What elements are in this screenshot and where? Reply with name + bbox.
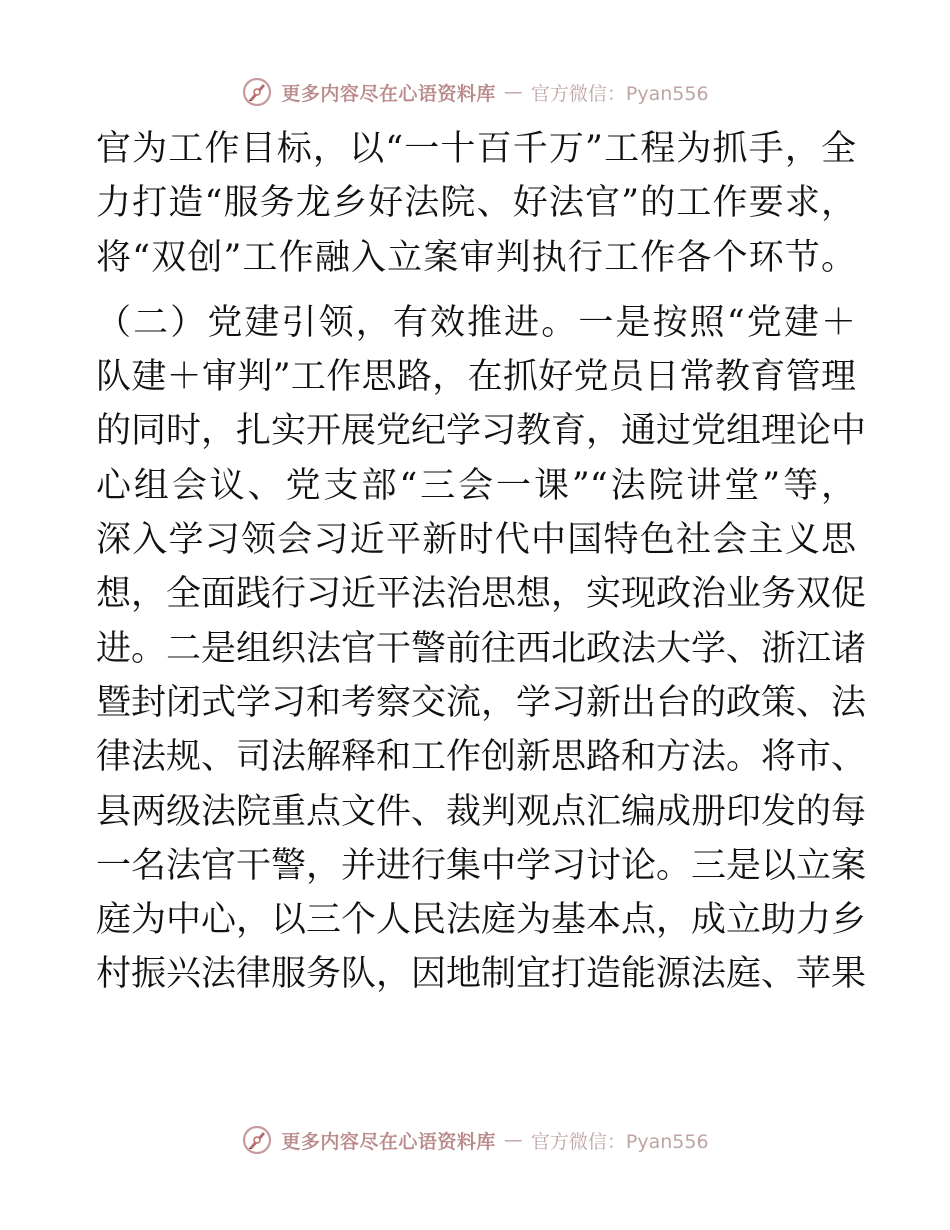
text-line: 一名法官干警，并进行集中学习讨论。三是以立案: [96, 845, 867, 886]
text-line: 暨封闭式学习和考察交流，学习新出台的政策、法: [96, 682, 867, 723]
watermark-brand: 更多内容尽在心语资料库: [281, 1130, 496, 1153]
watermark-separator: —: [503, 1129, 523, 1151]
watermark-separator: —: [503, 81, 523, 103]
text-line: 心组会议、党支部“三会一课”“法院讲堂”等，: [96, 465, 856, 506]
paragraph-continued: [96, 122, 856, 285]
footer-watermark: [0, 1120, 950, 1160]
text-line: 县两级法院重点文件、裁判观点汇编成册印发的每: [96, 791, 867, 832]
watermark-official-account: 官方微信：Pyan556: [530, 1130, 709, 1153]
text-line: 将“双创”工作融入立案审判执行工作各个环节。: [96, 237, 856, 278]
text-line: 村振兴法律服务队，因地制宜打造能源法庭、苹果: [96, 954, 867, 995]
text-line: 队建＋审判”工作思路，在抓好党员日常教育管理: [96, 357, 856, 398]
text-line: 进。二是组织法官干警前往西北政法大学、浙江诸: [96, 628, 867, 669]
quill-pen-icon: [241, 1124, 273, 1156]
text-line: 深入学习领会习近平新时代中国特色社会主义思: [96, 520, 856, 561]
text-line: 庭为中心，以三个人民法庭为基本点，成立助力乡: [96, 900, 867, 941]
quill-pen-icon: [241, 76, 273, 108]
text-line: 律法规、司法解释和工作创新思路和方法。将市、: [96, 737, 867, 778]
header-watermark: [0, 72, 950, 112]
text-line: 想，全面践行习近平法治思想，实现政治业务双促: [96, 574, 867, 615]
document-body: [96, 122, 867, 1002]
text-line: 官为工作目标，以“一十百千万”工程为抓手，全: [96, 129, 856, 169]
text-line: 的同时，扎实开展党纪学习教育，通过党组理论中: [96, 411, 867, 452]
watermark-official-account: 官方微信：Pyan556: [530, 82, 709, 105]
paragraph-party-building: [96, 296, 867, 1002]
watermark-brand: 更多内容尽在心语资料库: [281, 82, 496, 105]
text-line: （二）党建引领，有效推进。一是按照“党建＋: [96, 302, 856, 343]
text-line: 力打造“服务龙乡好法院、好法官”的工作要求，: [96, 183, 856, 224]
